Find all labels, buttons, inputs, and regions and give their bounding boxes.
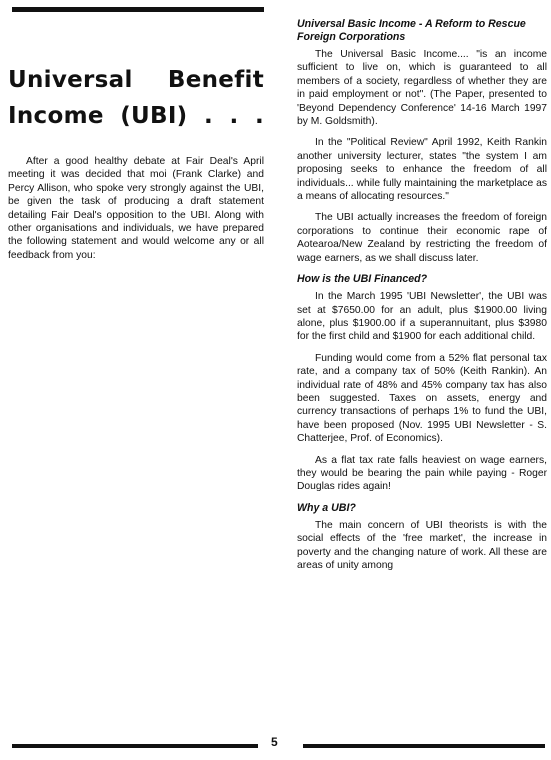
top-rule (12, 7, 264, 12)
page-number: 5 (271, 735, 278, 749)
paragraph-newsletter: In the March 1995 'UBI Newsletter', the UBI was set at $7650.00 for an adult, plus $1900.00 living alone, plus $1900.00 if a superannuitant, plus $3980 for the first child and $1900 for each additional child. (297, 291, 547, 343)
paragraph-political-review: In the "Political Review" April 1992, Keith Rankin another university lecturer, states "the system I am proposing seeks to enhance the freedom of all individuals... while fully maintaining the marketplace as a means of allocating resources." (297, 137, 547, 203)
bottom-rule-right (303, 744, 545, 748)
intro-paragraph: After a good healthy debate at Fair Deal's April meeting it was decided that moi (Frank Clarke) and Percy Allison, who spoke very strongly against the UBI, be given the task of producing a draft statement detailing Fair Deal's opposition to the UBI. Along with other organisations and individuals, we have prepared the following statement and would welcome any or all feedback from you: (8, 156, 264, 261)
paragraph-funding: Funding would come from a 52% flat personal tax rate, and a company tax of 50% (Keith Rankin). An individual rate of 48% and 45% company tax has also been suggested. Taxes on assets, energy and currency transactions of perhaps 1% to fund the UBI, have been proposed (Nov. 1995 UBI Newsletter - S. Chatterjee, Prof. of Economics). (297, 352, 547, 445)
paragraph-foreign-corporations: The UBI actually increases the freedom of foreign corporations to continue their economic rape of Aotearoa/New Zealand by restricting the freedom of wage earners, as we shall discuss later. (297, 212, 547, 264)
section-heading-financed: How is the UBI Financed? (297, 273, 428, 286)
paragraph-main-concern: The main concern of UBI theorists is with the social effects of the 'free market', the increase in poverty and the changing nature of work. All these are areas of unity among (297, 519, 547, 571)
article-title (8, 62, 264, 134)
title-line-1: Universal Benefit (8, 67, 264, 93)
right-column (297, 18, 547, 580)
title-line-2: Income (UBI) . . . (8, 103, 264, 129)
paragraph-flat-tax: As a flat tax rate falls heaviest on wage earners, they would be bearing the pain while paying - Roger Douglas rides again! (297, 454, 547, 493)
section-heading-why: Why a UBI? (297, 501, 356, 514)
bottom-rule-left (12, 744, 258, 748)
section-heading-reform: Universal Basic Income - A Reform to Rescue Foreign Corporations (297, 18, 526, 43)
paragraph-definition: The Universal Basic Income.... "is an income sufficient to live on, which is guaranteed to all members of a society, regardless of whether they are in paid employment or not". (The Paper, presented to 'Beyond Dependency Conference' 14-16 March 1997 by M. Goldsmith). (297, 49, 547, 128)
left-column (8, 62, 264, 270)
